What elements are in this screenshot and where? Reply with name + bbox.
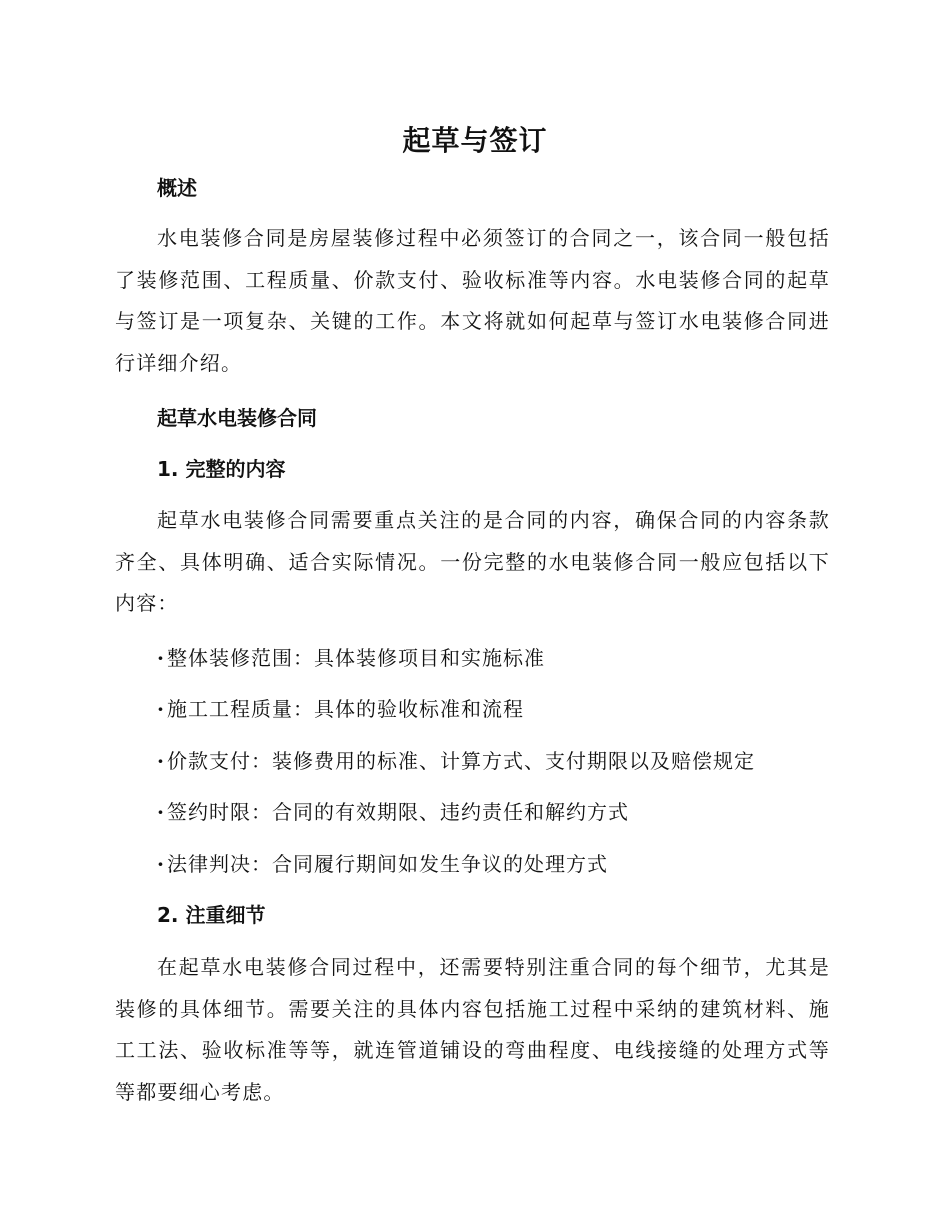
- bullet-item-term: [157, 798, 629, 826]
- bullet-dot: ·: [157, 697, 165, 721]
- bullet-text: 签约时限：合同的有效期限、违约责任和解约方式: [167, 800, 629, 824]
- bullet-text: 整体装修范围：具体装修项目和实施标准: [167, 646, 545, 670]
- bullet-dot: ·: [157, 646, 165, 670]
- bullet-dot: ·: [157, 852, 165, 876]
- bullet-dot: ·: [157, 800, 165, 824]
- complete-content-heading: 1. 完整的内容: [157, 457, 286, 481]
- details-paragraph: 在起草水电装修合同过程中，还需要特别注重合同的每个细节，尤其是装修的具体细节。需要关注的具体内容包括施工过程中采纳的建筑材料、施工工法、验收标准等等，就连管道铺设的弯曲程度、电线接缝的处理方式等等都要细心考虑。: [115, 955, 830, 1104]
- details-heading: 2. 注重细节: [157, 903, 266, 927]
- bullet-item-legal: [157, 850, 608, 878]
- overview-heading: 概述: [157, 176, 197, 200]
- bullet-text: 施工工程质量：具体的验收标准和流程: [167, 697, 524, 721]
- drafting-heading: 起草水电装修合同: [157, 406, 317, 430]
- bullet-text: 价款支付：装修费用的标准、计算方式、支付期限以及赔偿规定: [167, 749, 755, 773]
- document-title: 起草与签订: [402, 124, 548, 157]
- bullet-item-quality: [157, 695, 524, 723]
- bullet-text: 法律判决：合同履行期间如发生争议的处理方式: [167, 852, 608, 876]
- bullet-item-payment: [157, 747, 755, 775]
- bullet-dot: ·: [157, 749, 165, 773]
- complete-content-paragraph: 起草水电装修合同需要重点关注的是合同的内容，确保合同的内容条款齐全、具体明确、适合实际情况。一份完整的水电装修合同一般应包括以下内容：: [115, 508, 830, 615]
- bullet-item-scope: [157, 644, 545, 672]
- overview-paragraph: 水电装修合同是房屋装修过程中必须签订的合同之一，该合同一般包括了装修范围、工程质量、价款支付、验收标准等内容。水电装修合同的起草与签订是一项复杂、关键的工作。本文将就如何起草与签订水电装修合同进行详细介绍。: [115, 226, 830, 375]
